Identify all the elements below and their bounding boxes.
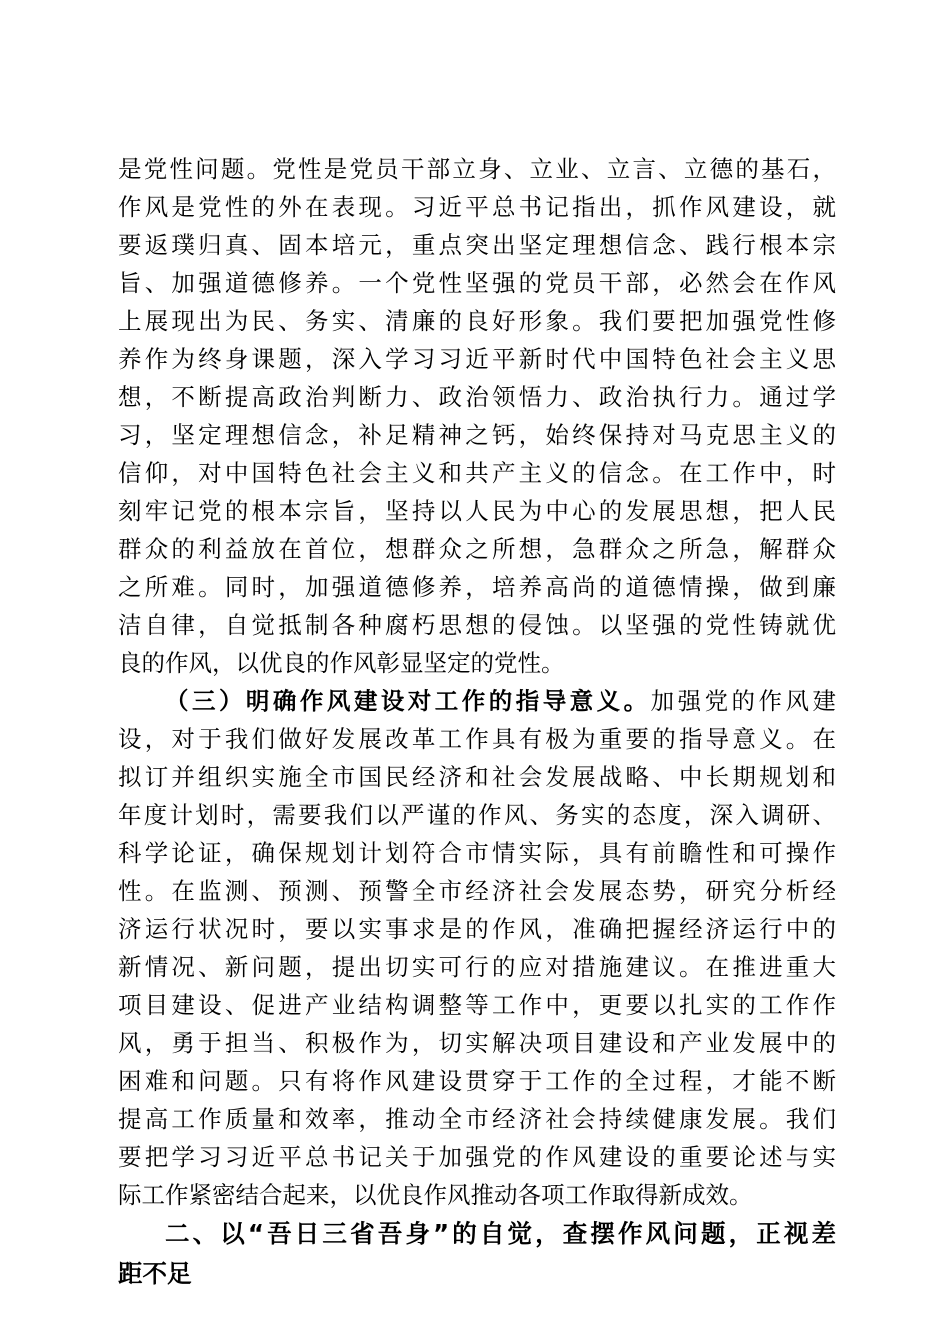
text-line: 新情况、新问题，提出切实可行的应对措施建议。在推进重大 [118,953,836,981]
paragraph-work-guidance [118,682,836,1214]
text-line: 信仰，对中国特色社会主义和共产主义的信念。在工作中，时 [118,459,836,487]
text-line: 项目建设、促进产业结构调整等工作中，更要以扎实的工作作 [118,991,836,1019]
paragraph-party-spirit [118,150,836,682]
heading-line: 二、以“吾日三省吾身”的自觉，查摆作风问题，正视差 [165,1219,836,1248]
section-heading-two [118,1214,836,1294]
text-line: 旨、加强道德修养。一个党性坚强的党员干部，必然会在作风 [118,269,836,297]
text-line: 年度计划时，需要我们以严谨的作风、务实的态度，深入调研、 [118,801,836,829]
text-line: 科学论证，确保规划计划符合市情实际，具有前瞻性和可操作 [118,839,836,867]
text-line: 风，勇于担当、积极作为，切实解决项目建设和产业发展中的 [118,1029,836,1057]
text-line: 上展现出为民、务实、清廉的良好形象。我们要把加强党性修 [118,307,836,335]
text-line: 习，坚定理想信念，补足精神之钙，始终保持对马克思主义的 [118,421,836,449]
text-line: 拟订并组织实施全市国民经济和社会发展战略、中长期规划和 [118,763,836,791]
text-line: 提高工作质量和效率，推动全市经济社会持续健康发展。我们 [118,1105,836,1133]
text-line: 设，对于我们做好发展改革工作具有极为重要的指导意义。在 [118,725,836,753]
text-line: 际工作紧密结合起来，以优良作风推动各项工作取得新成效。 [118,1181,753,1209]
text-segment: 加强党的作风建 [650,687,836,715]
text-line: 困难和问题。只有将作风建设贯穿于工作的全过程，才能不断 [118,1067,836,1095]
text-line: 性。在监测、预测、预警全市经济社会发展态势，研究分析经 [118,877,836,905]
text-line: 作风是党性的外在表现。习近平总书记指出，抓作风建设，就 [118,193,836,221]
text-line: 要把学习习近平总书记关于加强党的作风建设的重要论述与实 [118,1143,836,1171]
paragraph-first-line [118,682,836,720]
text-line: 是党性问题。党性是党员干部立身、立业、立言、立德的基石， [118,155,836,183]
text-line: 群众的利益放在首位，想群众之所想，急群众之所急，解群众 [118,535,836,563]
text-line: 想，不断提高政治判断力、政治领悟力、政治执行力。通过学 [118,383,836,411]
heading-line: 距不足 [118,1259,192,1288]
text-line: 济运行状况时，要以实事求是的作风，准确把握经济运行中的 [118,915,836,943]
document-body [118,150,836,1294]
text-line: 洁自律，自觉抵制各种腐朽思想的侵蚀。以坚强的党性铸就优 [118,611,836,639]
text-line: 良的作风，以优良的作风彰显坚定的党性。 [118,649,565,677]
text-line: 要返璞归真、固本培元，重点突出坚定理想信念、践行根本宗 [118,231,836,259]
text-line: 之所难。同时，加强道德修养，培养高尚的道德情操，做到廉 [118,573,836,601]
section-lead-heading: （三）明确作风建设对工作的指导意义。 [165,687,651,715]
text-line: 养作为终身课题，深入学习习近平新时代中国特色社会主义思 [118,345,836,373]
text-line: 刻牢记党的根本宗旨，坚持以人民为中心的发展思想，把人民 [118,497,836,525]
